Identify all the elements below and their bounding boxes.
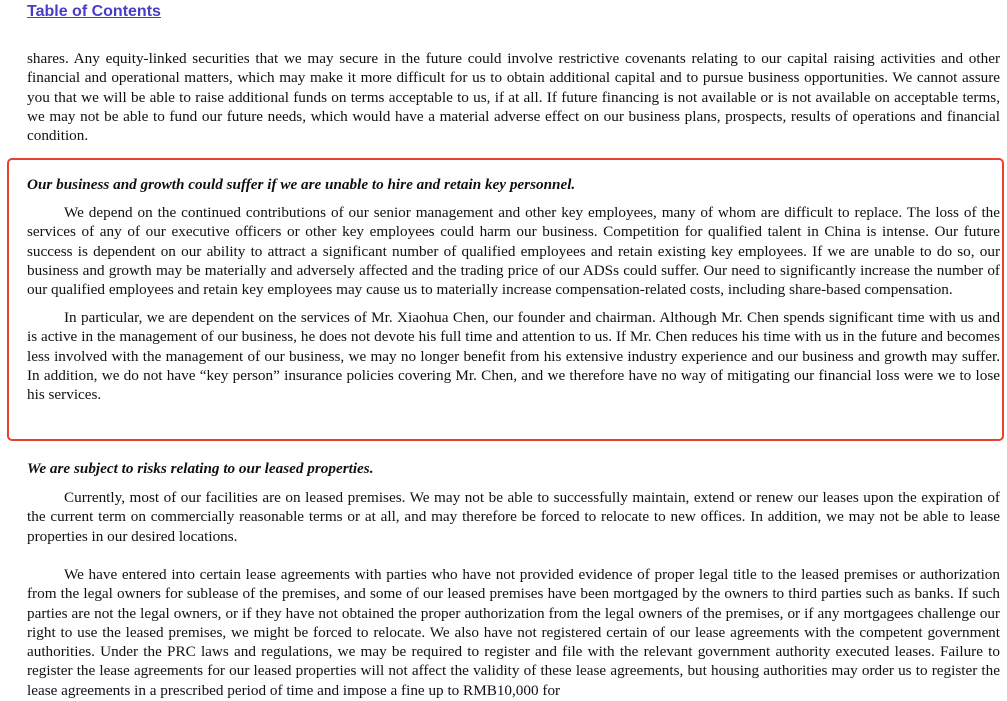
key-personnel-heading: Our business and growth could suffer if we are unable to hire and retain key personnel. <box>27 176 576 193</box>
intro-paragraph: shares. Any equity-linked securities that we may secure in the future could involve restrictive covenants relating to our capital raising activities and other financial and operational matters, which may make it more difficult for us to obtain additional capital and to pursue business opportunities. We cannot assure you that we will be able to raise additional funds on terms acceptable to us, if at all. If future financing is not available or is not available on acceptable terms, we may not be able to fund our future needs, which would have a material adverse effect on our business plans, prospects, results of operations and financial condition. <box>27 50 1000 145</box>
leased-properties-heading: We are subject to risks relating to our leased properties. <box>27 460 374 477</box>
table-of-contents-link[interactable]: Table of Contents <box>27 3 161 20</box>
leased-properties-paragraph-2: We have entered into certain lease agreements with parties who have not provided evidence of proper legal title to the leased premises or authorization from the legal owners for sublease of the premises, and some of our leased premises have been mortgaged by the owners to third parties such as banks. If such parties are not the legal owners, or if they have not obtained the proper authorization from the legal owners of the premises, or if any mortgagees challenge our right to use the leased premises, we might be forced to relocate. We also have not registered certain of our lease agreements with the competent government authorities. Under the PRC laws and regulations, we may be required to register and file with the relevant government authority executed leases. Failure to register the lease agreements for our leased properties will not affect the validity of these lease agreements, but housing authorities may order us to register the lease agreements in a prescribed period of time and impose a fine up to RMB10,000 for <box>27 566 1000 699</box>
key-personnel-paragraph-1: We depend on the continued contributions of our senior management and other key employees, many of whom are difficult to replace. The loss of the services of any of our executive officers or other key employees could harm our business. Competition for qualified talent in China is intense. Our future success is dependent on our ability to attract a significant number of qualified employees and retain existing key employees. If we are unable to do so, our business and growth may be materially and adversely affected and the trading price of our ADSs could suffer. Our need to significantly increase the number of our qualified employees and retain key employees may cause us to materially increase compensation-related costs, including share-based compensation. <box>27 204 1000 299</box>
leased-properties-paragraph-1: Currently, most of our facilities are on leased premises. We may not be able to successfully maintain, extend or renew our leases upon the expiration of the current term on commercially reasonable terms or at all, and may therefore be forced to relocate to new offices. In addition, we may not be able to lease properties in our desired locations. <box>27 489 1000 545</box>
key-personnel-paragraph-2: In particular, we are dependent on the services of Mr. Xiaohua Chen, our founder and chairman. Although Mr. Chen spends significant time with us and is active in the management of our business, he does not devote his full time and attention to us. If Mr. Chen reduces his time with us in the future and becomes less involved with the management of our business, we may no longer benefit from his extensive industry experience and our business and growth may suffer. In addition, we do not have “key person” insurance policies covering Mr. Chen, and we therefore have no way of mitigating our financial loss were we to lose his services. <box>27 309 1000 404</box>
